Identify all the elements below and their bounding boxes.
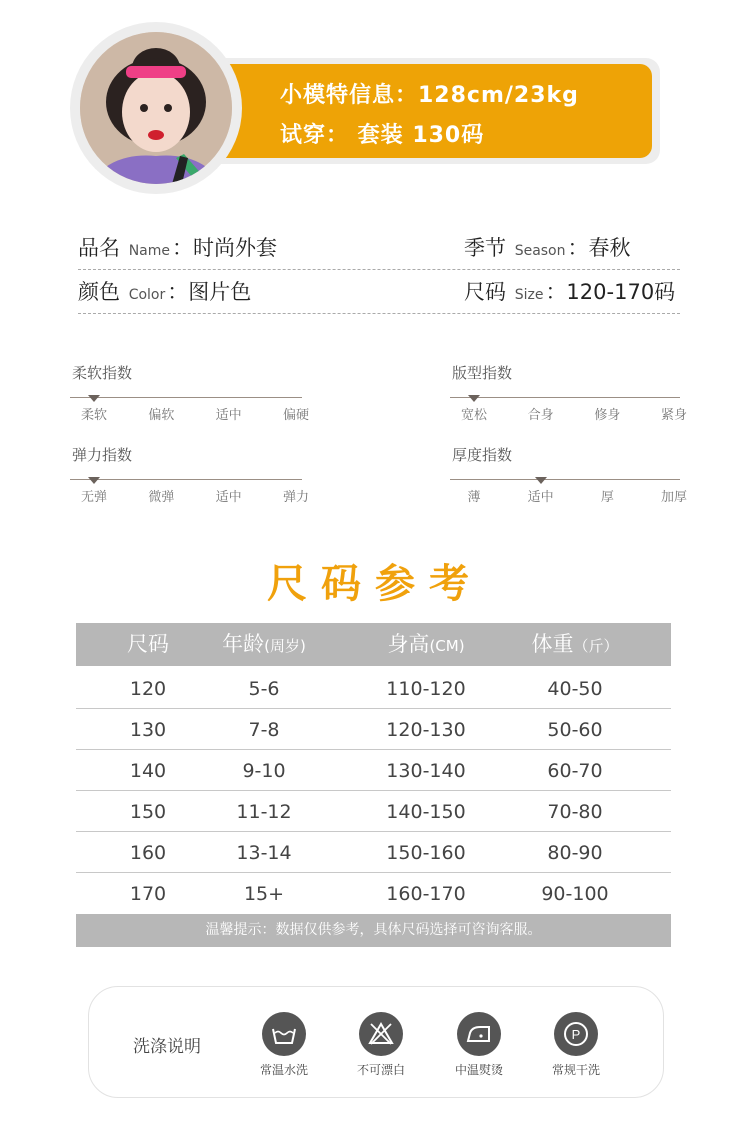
table-cell: 13-14 — [236, 842, 292, 864]
index-scale-line — [450, 479, 680, 480]
model-avatar — [80, 32, 232, 184]
header-label: 尺码 — [127, 632, 169, 656]
product-name — [78, 232, 277, 262]
table-cell: 140-150 — [386, 801, 466, 823]
model-info-text: 小模特信息：128cm/23kg — [280, 83, 579, 108]
index-option: 微弹 — [148, 490, 175, 505]
index-title: 版型指数 — [452, 364, 513, 382]
season-label: 季节 — [464, 236, 506, 260]
index-scale-line — [450, 397, 680, 398]
header-unit: (CM) — [429, 637, 465, 655]
table-cell: 90-100 — [541, 883, 609, 905]
table-row — [76, 709, 671, 750]
product-season — [464, 232, 631, 262]
header-label: 年龄 — [222, 632, 265, 656]
index-option: 薄 — [467, 490, 481, 505]
index-option: 无弹 — [80, 490, 108, 505]
table-row — [76, 666, 671, 709]
wash-title: 洗涤说明 — [133, 1037, 201, 1057]
svg-text:P: P — [571, 1027, 581, 1042]
table-cell: 110-120 — [386, 678, 466, 700]
table-cell: 150 — [129, 801, 167, 823]
size-table-note: 温馨提示：数据仅供参考，具体尺码选择可咨询客服。 — [76, 914, 671, 947]
table-cell: 130 — [129, 719, 167, 741]
table-row — [76, 791, 671, 832]
wash-tub-icon — [262, 1012, 306, 1056]
index-option: 弹力 — [282, 490, 310, 505]
product-size — [464, 276, 675, 306]
season-label-en: Season — [514, 243, 566, 259]
index-scale-line — [70, 397, 302, 398]
color-label: 颜色 — [78, 280, 120, 304]
index-title: 弹力指数 — [72, 446, 133, 464]
index-option: 加厚 — [660, 490, 688, 505]
table-row — [76, 750, 671, 791]
name-label: 品名 — [78, 236, 120, 260]
season-value: ：春秋 — [567, 236, 631, 260]
table-cell: 50-60 — [547, 719, 603, 741]
table-cell: 130-140 — [386, 760, 466, 782]
index-option: 宽松 — [460, 408, 488, 423]
product-color — [78, 276, 251, 306]
name-value: ：时尚外套 — [172, 236, 277, 260]
size-label: 尺码 — [464, 280, 506, 304]
index-option: 柔软 — [80, 408, 108, 423]
size-value: ：120-170码 — [545, 280, 676, 304]
color-label-en: Color — [128, 287, 166, 303]
table-header-cell — [387, 623, 464, 666]
size-chart-title: 尺码参考 — [267, 561, 483, 607]
table-cell: 80-90 — [547, 842, 603, 864]
size-table-header — [76, 623, 671, 666]
table-cell: 160-170 — [386, 883, 466, 905]
table-cell: 120 — [129, 678, 167, 700]
table-cell: 5-6 — [248, 678, 280, 700]
index-marker — [535, 477, 547, 484]
wash-label: 中温熨烫 — [454, 1063, 504, 1077]
table-cell: 160 — [129, 842, 167, 864]
index-title: 柔软指数 — [72, 364, 133, 382]
info-row-1 — [78, 226, 680, 270]
table-row — [76, 832, 671, 873]
table-row — [76, 873, 671, 914]
header-unit: (周岁) — [264, 637, 306, 655]
index-marker — [88, 477, 100, 484]
table-cell: 70-80 — [547, 801, 603, 823]
index-scale-line — [70, 479, 302, 480]
table-cell: 60-70 — [547, 760, 603, 782]
iron-icon — [457, 1012, 501, 1056]
table-cell: 11-12 — [236, 801, 292, 823]
name-label-en: Name — [128, 243, 170, 259]
table-cell: 150-160 — [386, 842, 466, 864]
index-option: 合身 — [527, 408, 554, 423]
index-marker — [468, 395, 480, 402]
no-bleach-icon — [359, 1012, 403, 1056]
index-title: 厚度指数 — [452, 446, 513, 464]
table-cell: 9-10 — [242, 760, 286, 782]
wash-label: 不可漂白 — [356, 1063, 406, 1077]
table-cell: 140 — [129, 760, 167, 782]
table-cell: 120-130 — [386, 719, 466, 741]
index-option: 偏硬 — [282, 408, 310, 423]
wash-label: 常温水洗 — [259, 1063, 309, 1077]
wash-label: 常规干洗 — [551, 1063, 601, 1077]
dry-clean-icon — [554, 1012, 598, 1056]
index-option: 厚 — [600, 490, 614, 505]
index-option: 修身 — [594, 408, 621, 423]
index-option: 紧身 — [660, 408, 688, 423]
index-option: 适中 — [527, 490, 554, 505]
header-label: 身高 — [387, 632, 430, 656]
table-cell: 15+ — [243, 883, 285, 905]
size-label-en: Size — [514, 287, 544, 303]
table-cell: 170 — [129, 883, 167, 905]
info-row-2 — [78, 270, 680, 314]
index-option: 偏软 — [148, 408, 175, 423]
index-option: 适中 — [215, 490, 242, 505]
table-header-cell — [222, 623, 306, 666]
index-marker — [88, 395, 100, 402]
tryon-info-text: 试穿： 套装 130码 — [280, 123, 485, 148]
header-unit: （斤） — [573, 637, 619, 655]
table-cell: 7-8 — [248, 719, 280, 741]
table-header-cell — [531, 623, 618, 666]
color-value: ：图片色 — [167, 280, 252, 304]
size-table — [76, 623, 671, 914]
table-cell: 40-50 — [547, 678, 603, 700]
header-label: 体重 — [531, 632, 574, 656]
table-header-cell — [127, 623, 169, 666]
index-option: 适中 — [215, 408, 242, 423]
